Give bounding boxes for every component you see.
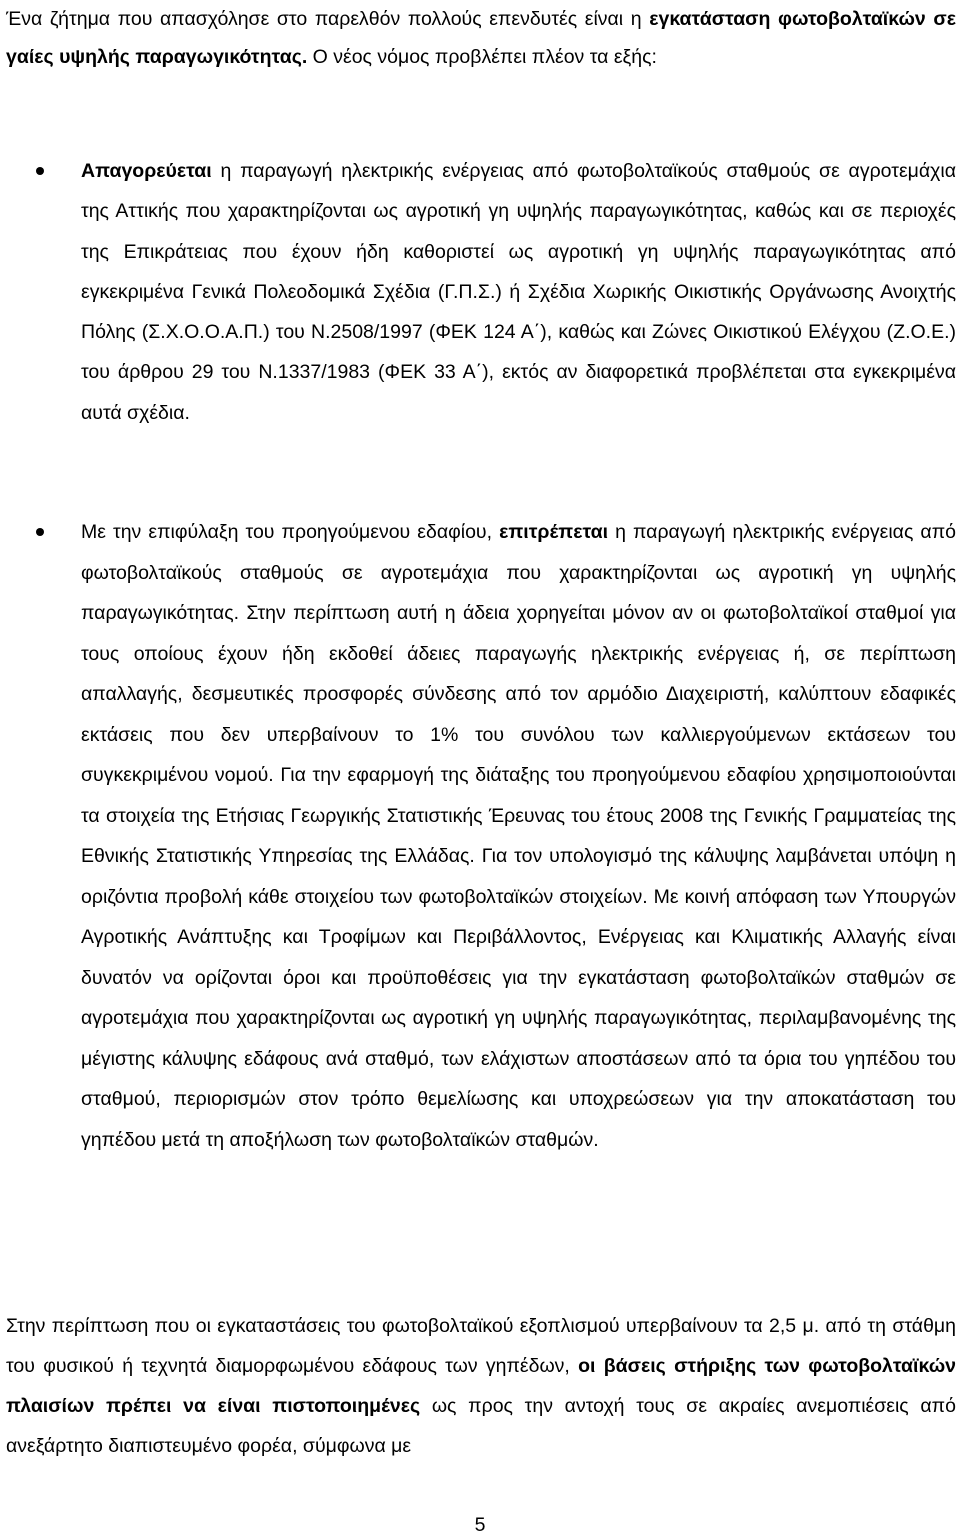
bullet-text: η παραγωγή ηλεκτρικής ενέργειας από φωτοβολταϊκούς σταθμούς σε αγροτεμάχια της Αττικής που χαρακτηρίζονται ως αγροτική γη υψηλής παραγωγικότητας, καθώς και σε περιοχές της Επικράτειας που έχουν ήδη καθοριστεί ως αγροτική γη υψηλής παραγωγικότητας από εγκεκριμένα Γενικά Πολεοδομικά Σχέδια (Γ.Π.Σ.) ή Σχέδια Χωρικής Οικιστικής Οργάνωσης Ανοιχτής Πόλης (Σ.Χ.Ο.Ο.Α.Π.) του Ν.2508/1997 (ΦΕΚ 124 Α΄), καθώς και Ζώνες Οικιστικού Ελέγχου (Ζ.Ο.Ε.) του άρθρου 29 του Ν.1337/1983 (ΦΕΚ 33 Α΄), εκτός αν διαφορετικά προβλέπεται στα εγκεκριμένα αυτά σχέδια. [81,160,956,424]
bullet-dot-icon [36,167,44,175]
intro-paragraph [6,0,956,76]
intro-bold-text: εγκατάσταση φωτοβολταϊκών σε γαίες υψηλής παραγωγικότητας. [6,8,956,68]
page-number: 5 [474,1514,486,1536]
intro-tail-text: Ο νέος νόμος προβλέπει πλέον τα εξής: [307,46,657,68]
bullet-item-prohibited [81,151,956,433]
closing-text: Στην περίπτωση που οι εγκαταστάσεις του φωτοβολταϊκού εξοπλισμού υπερβαίνουν τα 2,5 μ. από τη στάθμη του φυσικού ή τεχνητά διαμορφωμένου εδάφους των γηπέδων, [6,1315,956,1377]
bullet-text: η παραγωγή ηλεκτρικής ενέργειας από φωτοβολταϊκούς σταθμούς σε αγροτεμάχια που χαρακτηρίζονται ως αγροτική γη υψηλής παραγωγικότητας. Στην περίπτωση αυτή η άδεια χορηγείται μόνον αν οι φωτοβολταϊκοί σταθμοί για τους οποίους έχουν ήδη εκδοθεί άδειες παραγωγής ηλεκτρικής ενέργειας ή, σε περίπτωση απαλλαγής, δεσμευτικές προσφορές σύνδεσης από τον αρμόδιο Διαχειριστή, καλύπτουν εδαφικές εκτάσεις που δεν υπερβαίνουν το 1% του συνόλου των καλλιεργούμενων εκτάσεων του συγκεκριμένου νομού. Για την εφαρμογή της διάταξης του προηγούμενου εδαφίου χρησιμοποιούνται τα στοιχεία της Ετήσιας Γεωργικής Στατιστικής Έρευνας του έτους 2008 της Γενικής Γραμματείας της Εθνικής Στατιστικής Υπηρεσίας της Ελλάδας. Για τον υπολογισμό της κάλυψης λαμβάνεται υπόψη η οριζόντια προβολή κάθε στοιχείου των φωτοβολταϊκών στοιχείων. Με κοινή απόφαση των Υπουργών Αγροτικής Ανάπτυξης και Τροφίμων και Περιβάλλοντος, Ενέργειας και Κλιματικής Αλλαγής είναι δυνατόν να ορίζονται όροι και προϋποθέσεις για την εγκατάσταση φωτοβολταϊκών σταθμών σε αγροτεμάχια που χαρακτηρίζονται ως αγροτική γη υψηλής παραγωγικότητας, περιλαμβανομένης της μέγιστης κάλυψης εδάφους ανά σταθμό, των ελάχιστων αποστάσεων από τα όρια του γηπέδου του σταθμού, περιορισμών στον τρόπο θεμελίωσης και υποχρεώσεων για την αποκατάσταση του γηπέδου μετά τη αποξήλωση των φωτοβολταϊκών σταθμών. [81,521,956,1151]
closing-paragraph [6,1306,956,1466]
bullet-bold-text: επιτρέπεται [499,521,609,543]
bullet-lead-text: Με την επιφύλαξη του προηγούμενου εδαφίου, [81,521,500,543]
bullet-item-permitted [81,512,956,1160]
intro-text: Ένα ζήτημα που απασχόλησε στο παρελθόν πολλούς επενδυτές είναι η [6,8,650,30]
bullet-bold-text: Απαγορεύεται [81,160,212,182]
bullet-dot-icon [36,528,44,536]
closing-bold-text: οι βάσεις στήριξης των φωτοβολταϊκών πλαισίων πρέπει να είναι πιστοποιημένες [6,1355,957,1417]
closing-tail-text: ως προς την αντοχή τους σε ακραίες ανεμοπιέσεις από ανεξάρτητο διαπιστευμένο φορέα, σύμφωνα με [6,1395,956,1457]
